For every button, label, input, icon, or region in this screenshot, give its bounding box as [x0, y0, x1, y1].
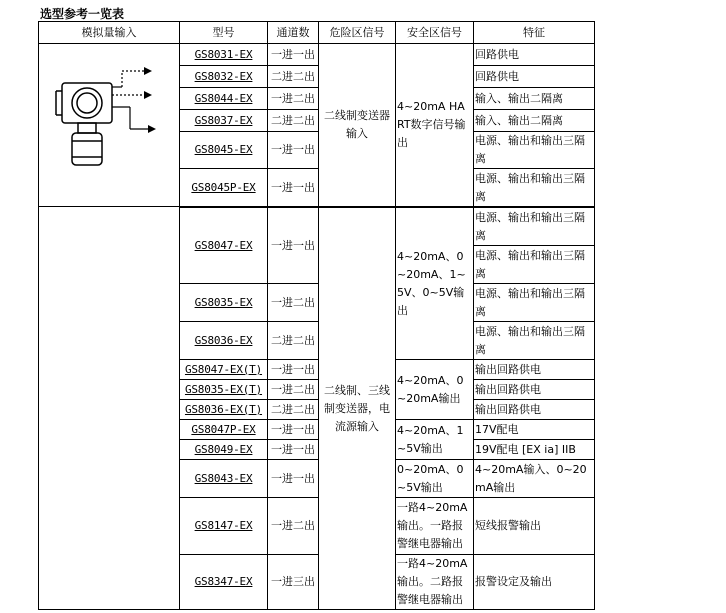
- feature-cell: 电源、输出和输出三隔离: [474, 208, 595, 246]
- model-cell[interactable]: GS8047-EX: [180, 208, 268, 284]
- model-cell[interactable]: GS8045-EX: [180, 132, 268, 169]
- model-cell[interactable]: GS8035-EX: [180, 284, 268, 322]
- channels-cell: 二进二出: [268, 110, 319, 132]
- page-title: 选型参考一览表: [40, 7, 125, 21]
- header-row: [39, 22, 595, 44]
- header-channels: 通道数: [268, 22, 319, 44]
- channels-cell: 二进二出: [268, 400, 319, 420]
- feature-cell: 输入、输出二隔离: [474, 88, 595, 110]
- model-cell[interactable]: GS8043-EX: [180, 460, 268, 498]
- safe-group-cell: 4~20mA HART数字信号输出: [396, 44, 474, 207]
- feature-cell: 短线报警输出: [474, 498, 595, 555]
- safe-group-cell: 4~20mA、1~5V输出: [396, 420, 474, 460]
- hazard-group-cell: 二线制变送器输入: [319, 44, 396, 207]
- feature-cell: 输入、输出二隔离: [474, 110, 595, 132]
- safe-group-cell: 4~20mA、0~20mA、1~5V、0~5V输出: [396, 208, 474, 360]
- channels-cell: 一进一出: [268, 208, 319, 284]
- header-hazard: 危险区信号: [319, 22, 396, 44]
- table-row: [39, 208, 595, 246]
- model-cell[interactable]: GS8031-EX: [180, 44, 268, 66]
- safe-group-cell: 一路4~20mA输出。一路报警继电器输出: [396, 498, 474, 555]
- channels-cell: 一进一出: [268, 460, 319, 498]
- feature-cell: 电源、输出和输出三隔离: [474, 246, 595, 284]
- model-cell[interactable]: GS8049-EX: [180, 440, 268, 460]
- feature-cell: 报警设定及输出: [474, 555, 595, 610]
- model-cell[interactable]: GS8036-EX(T): [180, 400, 268, 420]
- model-cell[interactable]: GS8032-EX: [180, 66, 268, 88]
- transmitter-icon: [44, 57, 174, 187]
- analog-cell-continued: [39, 208, 180, 610]
- feature-cell: 17V配电: [474, 420, 595, 440]
- header-feature: 特征: [474, 22, 595, 44]
- analog-cell: [39, 44, 180, 207]
- selection-table: [38, 21, 595, 207]
- model-cell[interactable]: GS8037-EX: [180, 110, 268, 132]
- channels-cell: 一进二出: [268, 88, 319, 110]
- feature-cell: 电源、输出和输出三隔离: [474, 169, 595, 207]
- model-cell[interactable]: GS8347-EX: [180, 555, 268, 610]
- model-cell[interactable]: GS8047P-EX: [180, 420, 268, 440]
- feature-cell: 电源、输出和输出三隔离: [474, 322, 595, 360]
- channels-cell: 一进二出: [268, 498, 319, 555]
- feature-cell: 输出回路供电: [474, 360, 595, 380]
- feature-cell: 输出回路供电: [474, 400, 595, 420]
- model-cell[interactable]: GS8045P-EX: [180, 169, 268, 207]
- channels-cell: 一进三出: [268, 555, 319, 610]
- channels-cell: 二进二出: [268, 322, 319, 360]
- channels-cell: 一进一出: [268, 132, 319, 169]
- header-safe: 安全区信号: [396, 22, 474, 44]
- channels-cell: 一进一出: [268, 360, 319, 380]
- selection-table-lower: [38, 207, 595, 610]
- channels-cell: 一进二出: [268, 284, 319, 322]
- model-cell[interactable]: GS8047-EX(T): [180, 360, 268, 380]
- safe-group-cell: 4~20mA、0~20mA输出: [396, 360, 474, 420]
- table-row: [39, 44, 595, 66]
- channels-cell: 一进一出: [268, 44, 319, 66]
- safe-group-cell: 一路4~20mA输出。二路报警继电器输出: [396, 555, 474, 610]
- feature-cell: 4~20mA输入、0~20mA输出: [474, 460, 595, 498]
- channels-cell: 二进二出: [268, 66, 319, 88]
- feature-cell: 回路供电: [474, 66, 595, 88]
- channels-cell: 一进一出: [268, 169, 319, 207]
- channels-cell: 一进二出: [268, 380, 319, 400]
- feature-cell: 输出回路供电: [474, 380, 595, 400]
- header-analog: 模拟量输入: [39, 22, 180, 44]
- feature-cell: 19V配电 [EX ia] IIB: [474, 440, 595, 460]
- feature-cell: 电源、输出和输出三隔离: [474, 132, 595, 169]
- channels-cell: 一进一出: [268, 420, 319, 440]
- model-cell[interactable]: GS8044-EX: [180, 88, 268, 110]
- model-cell[interactable]: GS8036-EX: [180, 322, 268, 360]
- header-model: 型号: [180, 22, 268, 44]
- hazard-group-cell: 二线制、三线制变送器，电流源输入: [319, 208, 396, 610]
- feature-cell: 电源、输出和输出三隔离: [474, 284, 595, 322]
- model-cell[interactable]: GS8147-EX: [180, 498, 268, 555]
- safe-group-cell: 0~20mA、0~5V输出: [396, 460, 474, 498]
- feature-cell: 回路供电: [474, 44, 595, 66]
- channels-cell: 一进一出: [268, 440, 319, 460]
- model-cell[interactable]: GS8035-EX(T): [180, 380, 268, 400]
